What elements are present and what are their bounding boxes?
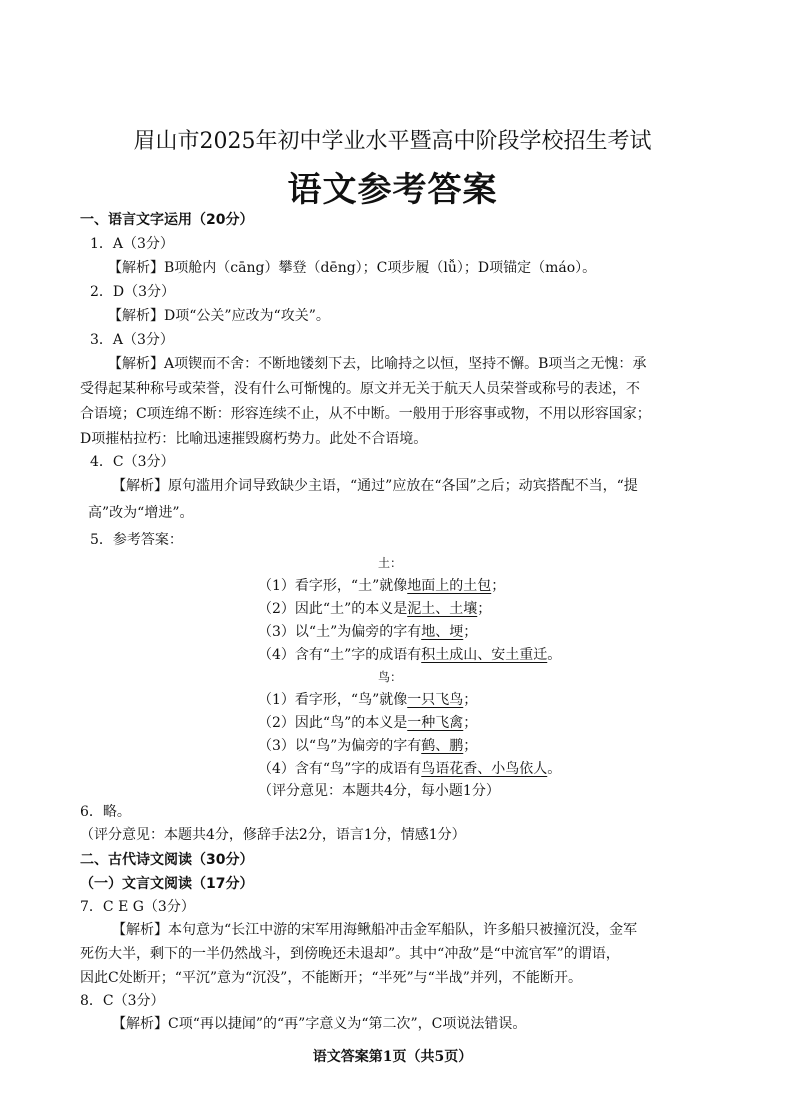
- q7-explanation-line-1: 【解析】本句意为“长江中游的宋军用海鳅船冲击金军船队，许多船只被撞沉没，金军: [112, 922, 638, 938]
- section-heading-2: 二、古代诗文阅读（30分）: [80, 852, 254, 868]
- q4-answer: 4．C（3分）: [90, 454, 175, 470]
- subsection-heading: （一）文言文阅读（17分）: [80, 876, 254, 892]
- q5-tu-line-1-text: （1）看字形，“土”就像: [258, 578, 408, 594]
- q8-answer: 8．C（3分）: [80, 993, 165, 1009]
- q5-niao-line-3-answer: 鹤、鹏: [421, 738, 464, 754]
- q4-explanation-line-2: 高”改为“增进”。: [88, 505, 194, 521]
- page-footer: 语文答案第1页（共5页）: [312, 1049, 473, 1065]
- q6-answer: 6．略。: [80, 804, 131, 820]
- q5-niao-line-2-answer: 一种飞禽: [407, 715, 464, 731]
- q3-explanation-line-2: 受得起某种称号或荣誉，没有什么可惭愧的。原文并无关于航天人员荣誉或称号的表述，不: [80, 381, 640, 397]
- q5-niao-line-1-text: （1）看字形，“鸟”就像: [258, 692, 408, 708]
- q5-niao-line-3: [258, 736, 477, 756]
- q5-tu-line-3-text: （3）以“土”为偏旁的字有: [258, 624, 422, 640]
- q6-scoring-note: （评分意见：本题共4分，修辞手法2分，语言1分，情感1分）: [80, 827, 466, 843]
- q5-tu-line-2: [258, 599, 491, 619]
- q5-niao-line-2-text: （2）因此“鸟”的本义是: [258, 715, 408, 731]
- q7-explanation-line-3: 因此C处断开；“平沉”意为“沉没”，不能断开；“半死”与“半战”并列，不能断开。: [80, 970, 582, 986]
- q5-niao-line-4-text: （4）含有“鸟”字的成语有: [258, 761, 422, 777]
- q3-explanation-line-1: 【解析】A项锲而不舍：不断地镂刻下去，比喻持之以恒，坚持不懈。B项当之无愧：承: [108, 356, 647, 372]
- q5-niao-line-3-text: （3）以“鸟”为偏旁的字有: [258, 738, 422, 754]
- q5-tu-line-4-text: （4）含有“土”字的成语有: [258, 647, 422, 663]
- exam-title: 眉山市2025年初中学业水平暨高中阶段学校招生考试: [133, 129, 652, 154]
- q5-tu-line-4-answer: 积土成山、安土重迁: [421, 647, 548, 663]
- q5-tu-line-3: [258, 622, 477, 642]
- q1-explanation: 【解析】B项舱内（cāng）攀登（dēng）；C项步履（lǚ）；D项锚定（máo）。: [108, 260, 597, 276]
- q5-tu-line-3-answer: 地、埂: [421, 624, 464, 640]
- q5-niao-line-2: [258, 713, 477, 733]
- q5-tu-label: 土：: [378, 556, 403, 570]
- q5-tu-line-2-punct: ；: [477, 601, 492, 617]
- q3-explanation-line-4: D项摧枯拉朽：比喻迅速摧毁腐朽势力。此处不合语境。: [80, 431, 428, 447]
- q5-tu-line-3-punct: ；: [463, 624, 478, 640]
- q5-tu-line-4-punct: 。: [547, 647, 562, 663]
- q5-niao-line-1: [258, 690, 477, 710]
- q5-niao-label: 鸟：: [378, 670, 403, 684]
- q5-niao-line-4-answer: 鸟语花香、小鸟依人: [421, 761, 548, 777]
- q5-tu-line-2-answer: 泥土、土壤: [407, 601, 478, 617]
- q8-explanation: 【解析】C项“再以捷闻”的“再”字意义为“第二次”，C项说法错误。: [112, 1016, 527, 1032]
- document-title: 语文参考答案: [287, 170, 498, 210]
- q5-niao-line-1-answer: 一只飞鸟: [407, 692, 464, 708]
- q3-answer: 3．A（3分）: [90, 332, 174, 348]
- q1-answer: 1．A（3分）: [90, 236, 174, 252]
- q5-tu-line-1: [258, 576, 505, 596]
- q5-niao-line-4: [258, 759, 561, 779]
- q5-niao-line-2-punct: ；: [463, 715, 478, 731]
- q5-tu-line-1-answer: 地面上的土包: [407, 578, 492, 594]
- q5-niao-line-4-punct: 。: [547, 761, 562, 777]
- q5-niao-line-3-punct: ；: [463, 738, 478, 754]
- q5-scoring-note: （评分意见：本题共4分，每小题1分）: [258, 783, 500, 799]
- q5-niao-line-1-punct: ；: [463, 692, 478, 708]
- q2-explanation: 【解析】D项“公关”应改为“攻关”。: [108, 308, 330, 324]
- q7-answer: 7．C E G（3分）: [80, 899, 195, 915]
- q5-tu-line-2-text: （2）因此“土”的本义是: [258, 601, 408, 617]
- q2-answer: 2．D（3分）: [90, 284, 176, 300]
- q7-explanation-line-2: 死伤大半，剩下的一半仍然战斗，到傍晚还未退却”。其中“冲敌”是“中流官军”的谓语，: [80, 946, 620, 962]
- q3-explanation-line-3: 合语境；C项连绵不断：形容连续不止，从不中断。一般用于形容事或物，不用以形容国家；: [80, 406, 651, 422]
- q5-tu-line-1-punct: ；: [491, 578, 506, 594]
- section-heading-1: 一、语言文字运用（20分）: [80, 212, 254, 228]
- q5-tu-line-4: [258, 645, 561, 665]
- q5-answer: 5．参考答案：: [90, 532, 183, 548]
- q4-explanation-line-1: 【解析】原句滥用介词导致缺少主语，“通过”应放在“各国”之后；动宾搭配不当，“提: [112, 478, 638, 494]
